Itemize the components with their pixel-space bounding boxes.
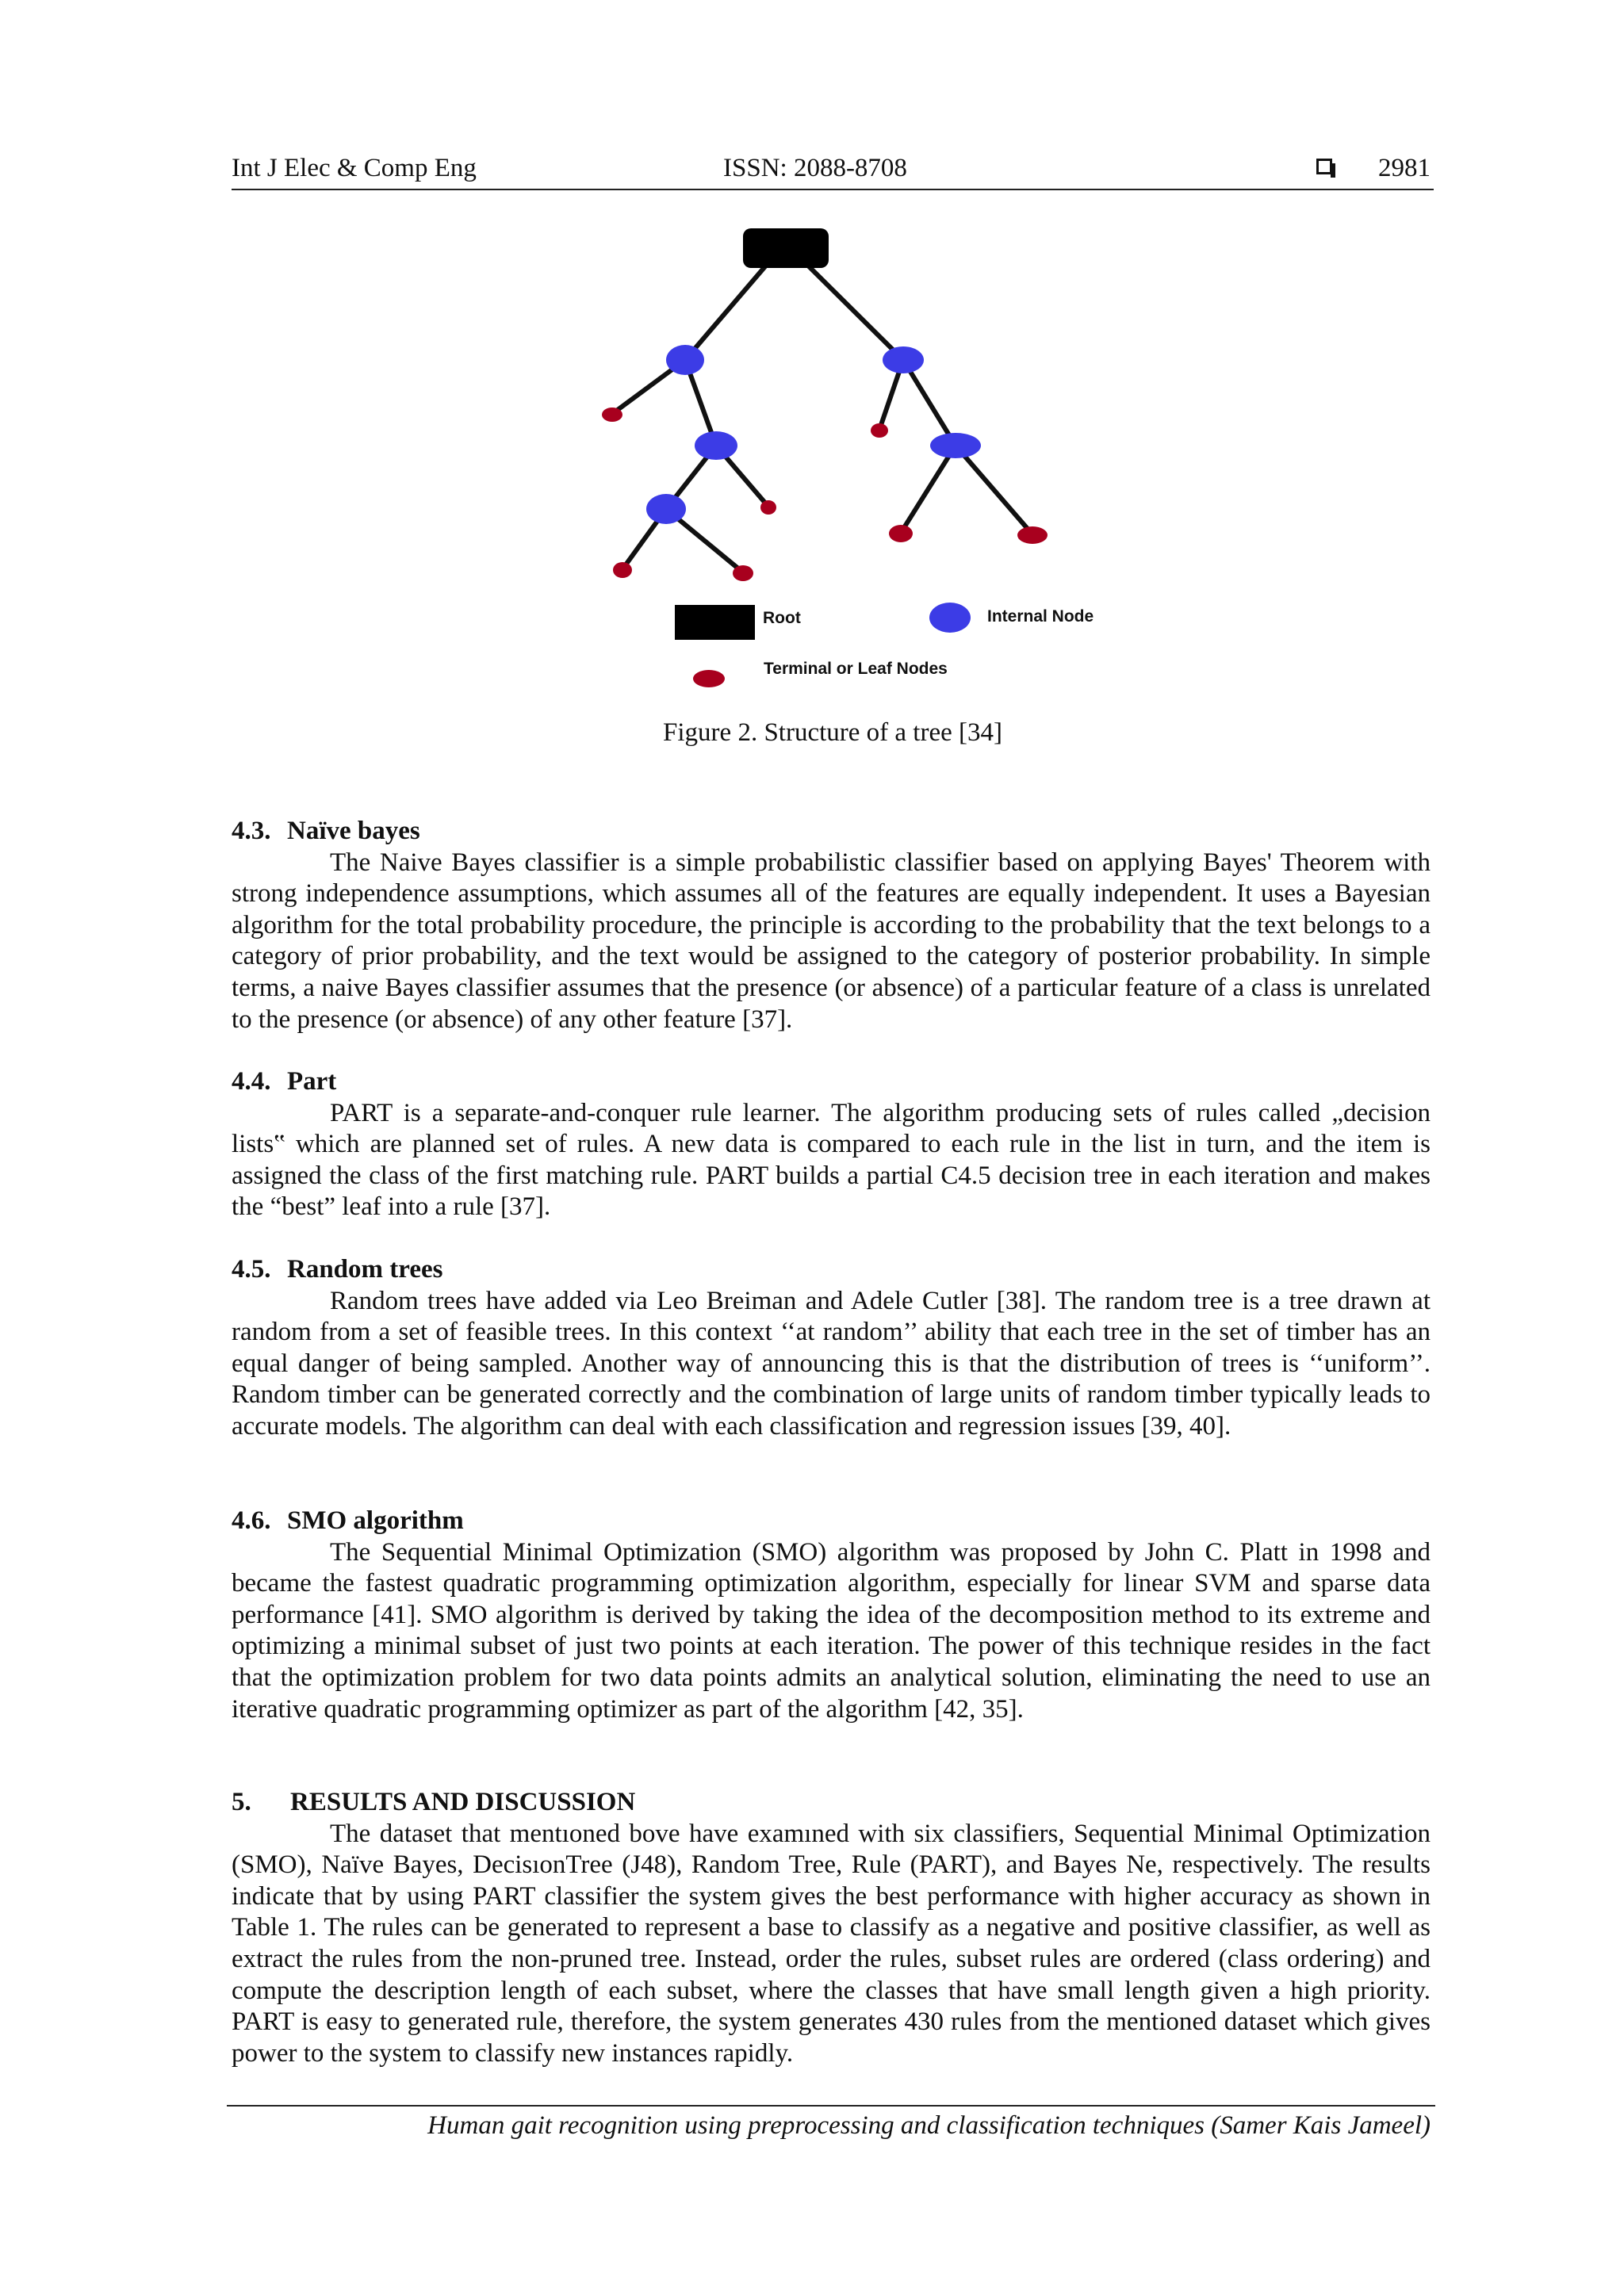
section-number: 4.5.: [232, 1255, 271, 1284]
leaf-node: [889, 525, 913, 542]
legend-internal-label: Internal Node: [987, 607, 1094, 626]
section-heading: [232, 816, 1431, 848]
leaf-node: [602, 408, 622, 422]
legend-root-swatch: [675, 605, 755, 640]
section-random-trees: [232, 1254, 1431, 1443]
internal-node: [695, 431, 737, 460]
section-body: PART is a separate-and-conquer rule learner. The algorithm producing sets of rules called „decision lists‟ which are planned set of rules. A new data is compared to each rule in the list in turn, and the item is assigned the class of the first matching rule. PART builds a partial C4.5 decision tree in each iteration and makes the “best” leaf into a rule [37].: [232, 1098, 1431, 1222]
tree-figure: [0, 214, 1624, 706]
legend-leaf-swatch: [693, 670, 725, 687]
section-number: 5.: [232, 1788, 251, 1816]
section-smo: [232, 1506, 1431, 1725]
section-part: [232, 1066, 1431, 1223]
leaf-node: [1017, 526, 1048, 544]
section-body: The Sequential Minimal Optimization (SMO) algorithm was proposed by John C. Platt in 1998 and became the fastest quadratic programming optimization algorithm, especially for linear SVM and sparse data performance [41]. SMO algorithm is derived by taking the idea of the decomposition method to its extreme and optimizing a minimal subset of just two points at each iteration. The power of this technique resides in the fact that the optimization problem for two data points admits an analytical solution, eliminating the need to use an iterative quadratic programming optimizer as part of the algorithm [42, 35].: [232, 1537, 1431, 1724]
figure-caption: Figure 2. Structure of a tree [34]: [663, 718, 1002, 747]
section-body: The Naive Bayes classifier is a simple probabilistic classifier based on applying Bayes' Theorem with strong independence assumptions, which assumes all of the features are equally independent. It uses a Bayesian algorithm for the total probability procedure, the principle is according to the probability that the text belongs to a category of prior probability, and the text would be assigned to the category of posterior probability. In simple terms, a naive Bayes classifier assumes that the presence (or absence) of a particular feature of a class is unrelated to the presence (or absence) of any other feature [37].: [232, 848, 1431, 1034]
section-number: 4.3.: [232, 817, 271, 845]
root-node: [743, 228, 829, 268]
page-header: [232, 152, 1434, 190]
journal-name: Int J Elec & Comp Eng: [232, 154, 477, 182]
footer-title: Human gait recognition using preprocessing and classification techniques (Samer Kais Jameel): [427, 2111, 1431, 2140]
section-naive-bayes: [232, 816, 1431, 1035]
internal-node: [930, 433, 981, 458]
edge: [956, 446, 1032, 534]
section-heading: [232, 1254, 1431, 1286]
legend-internal-swatch: [929, 603, 971, 633]
section-title: RESULTS AND DISCUSSION: [290, 1788, 636, 1816]
internal-node: [883, 346, 924, 373]
leaf-node: [871, 423, 888, 438]
edge: [809, 266, 903, 360]
internal-nodes: [646, 345, 981, 524]
section-title: Naïve bayes: [287, 817, 420, 845]
page-number: 2981: [1378, 154, 1431, 182]
leaf-node: [760, 500, 776, 515]
issn: ISSN: 2088-8708: [723, 154, 907, 182]
page-footer: [227, 2105, 1435, 2140]
section-body: Random trees have added via Leo Breiman and Adele Cutler [38]. The random tree is a tree drawn at random from a set of feasible trees. In this context ‘‘at random’’ ability that each tree in the set of timber has an equal danger of being sampled. Another way of announcing this is that the distribution of trees is ‘‘uniform’’. Random timber can be generated correctly and the combination of large units of random timber typically leads to accurate models. The algorithm can deal with each classification and regression issues [39, 40].: [232, 1286, 1431, 1441]
section-heading: [232, 1787, 1431, 1819]
section-heading: [232, 1506, 1431, 1537]
legend-leaf-label: Terminal or Leaf Nodes: [764, 660, 948, 678]
section-number: 4.4.: [232, 1067, 271, 1096]
section-title: Part: [287, 1067, 337, 1096]
internal-node: [666, 345, 704, 375]
section-title: SMO algorithm: [287, 1506, 464, 1535]
section-number: 4.6.: [232, 1506, 271, 1535]
edge: [685, 266, 765, 360]
leaf-node: [613, 562, 632, 578]
square-icon: [1316, 159, 1332, 174]
edge: [901, 446, 956, 533]
section-results: [232, 1787, 1431, 2069]
tree-diagram: [0, 214, 1624, 706]
section-heading: [232, 1066, 1431, 1098]
legend-root-label: Root: [763, 609, 801, 627]
section-title: Random trees: [287, 1255, 443, 1284]
internal-node: [646, 494, 686, 524]
tree-edges: [612, 266, 1032, 572]
edge: [903, 360, 956, 446]
leaf-node: [733, 565, 753, 581]
section-body: The dataset that mentıoned bove have examıned with six classifiers, Sequential Minimal Optimization (SMO), Naïve Bayes, DecisıonTree (J48), Random Tree, Rule (PART), and Bayes Ne, respectively. The results indicate that by using PART classifier the system gives the best performance with higher accuracy as shown in Table 1. The rules can be generated to represent a base to classify as a negative and positive classifier, as well as extract the rules from the non-pruned tree. Instead, order the rules, subset rules are ordered (class ordering) and compute the description length of each subset, where the classes that have small length given a high priority. PART is easy to generated rule, therefore, the system generates 430 rules from the mentioned dataset which gives power to the system to classify new instances rapidly.: [232, 1819, 1431, 2068]
